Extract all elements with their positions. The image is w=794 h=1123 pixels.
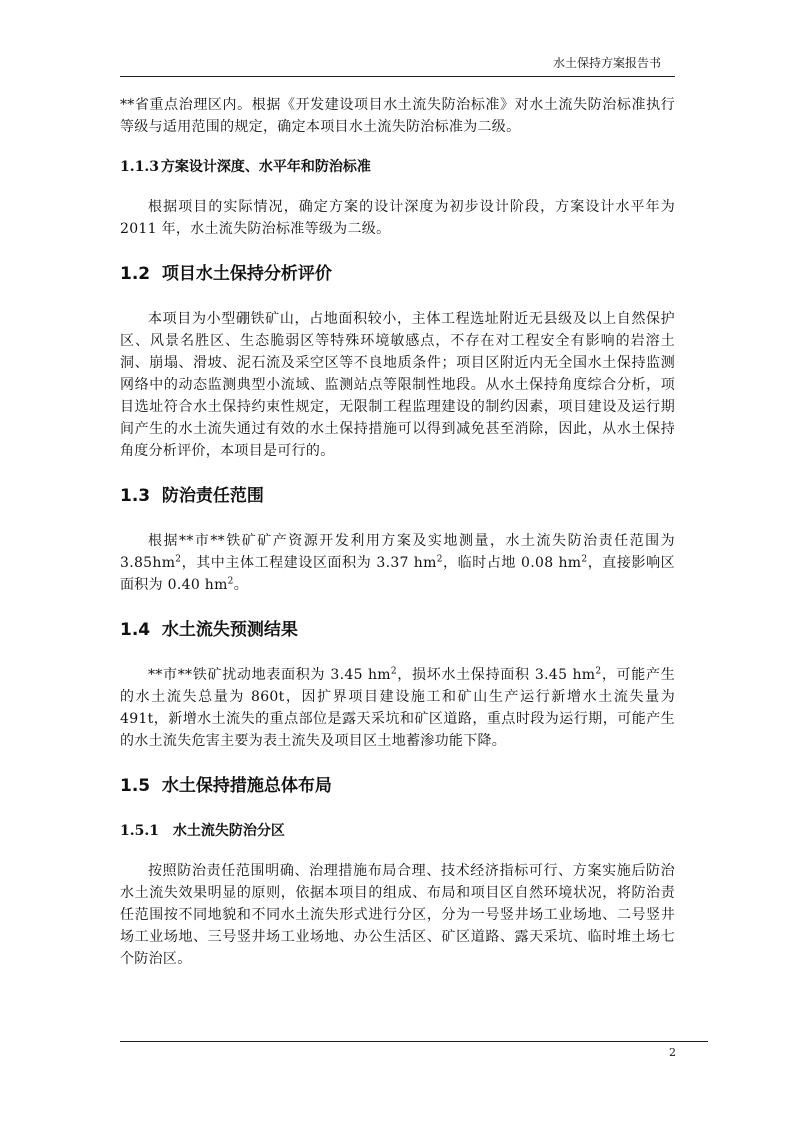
heading-1-3 (120, 484, 675, 508)
heading-1-1-3-title: 方案设计深度、水平年和防治标准 (160, 159, 371, 175)
running-header (120, 56, 675, 77)
heading-1-1-3 (120, 156, 675, 178)
paragraph-analysis: 本项目为小型硼铁矿山，占地面积较小，主体工程选址附近无县级及以上自然保护区、风景名胜区、生态脆弱区等特殊环境敏感点，不存在对工程安全有影响的岩溶土洞、崩塌、滑坡、泥石流及采空区等不良地质条件；项目区附近内无全国水土保持监测网络中的动态监测典型小流域、监测站点等限制性地段。从水土保持角度综合分析，项目选址符合水土保持约束性规定，无限制工程监理建设的制约因素，项目建设及运行期间产生的水土流失通过有效的水土保持措施可以得到减免甚至消除，因此，从水土保持角度分析评价，本项目是可行的。 (120, 311, 675, 459)
paragraph-prediction: **市**铁矿扰动地表面积为 3.45 $hm^2$，损坏水土保持面积 3.45 $hm^2$，可能产生的水土流失总量为 860t，因扩界项目建设施工和矿山生产运行新增水土流失量为 491t，新增水土流失的重点部位是露天采坑和矿区道路，重点时段为运行期，可能产生的水土流失危害主要为表土流失及项目区土地蓄渗功能下降。 (120, 666, 676, 749)
heading-1-4 (120, 618, 675, 642)
heading-1-5-number: 1.5 (120, 776, 151, 796)
header-title: 水土保持方案报告书 (552, 56, 661, 70)
page-content (120, 94, 675, 970)
heading-1-3-title: 防治责任范围 (161, 486, 264, 506)
heading-1-5-1-number: 1.5.1 (120, 823, 159, 839)
heading-1-4-title: 水土流失预测结果 (161, 620, 298, 640)
heading-1-5-title: 水土保持措施总体布局 (161, 776, 332, 796)
page-number: 2 (669, 1046, 676, 1059)
paragraph-intro: **省重点治理区内。根据《开发建设项目水土流失防治标准》对水土流失防治标准执行等级与适用范围的规定，确定本项目水土流失防治标准为二级。 (120, 97, 675, 135)
heading-1-4-number: 1.4 (120, 620, 151, 640)
heading-1-5-1-title: 水土流失防治分区 (172, 823, 285, 839)
heading-1-2-title: 项目水土保持分析评价 (161, 264, 332, 284)
paragraph-zoning: 按照防治责任范围明确、治理措施布局合理、技术经济指标可行、方案实施后防治水土流失效果明显的原则，依据本项目的组成、布局和项目区自然环境状况，将防治责任范围按不同地貌和不同水土流失形式进行分区，分为一号竖井场工业场地、二号竖井场工业场地、三号竖井场工业场地、办公生活区、矿区道路、露天采坑、临时堆土场七个防治区。 (120, 863, 675, 967)
paragraph-design-depth: 根据项目的实际情况，确定方案的设计深度为初步设计阶段，方案设计水平年为 2011 年，水土流失防治标准等级为二级。 (120, 199, 675, 237)
heading-1-2-number: 1.2 (120, 264, 151, 284)
heading-1-5 (120, 774, 675, 798)
heading-1-2 (120, 262, 675, 286)
heading-1-3-number: 1.3 (120, 486, 151, 506)
heading-1-1-3-number: 1.1.3 (120, 159, 159, 175)
paragraph-responsibility-scope: 根据**市**铁矿矿产资源开发利用方案及实地测量，水土流失防治责任范围为 $3.85hm^2$，其中主体工程建设区面积为 3.37 $hm^2$，临时占地 0.08 $hm^2$，直接影响区面积为 0.40 $hm^2$。 (120, 533, 675, 593)
running-footer (120, 1041, 708, 1059)
heading-1-5-1 (120, 820, 675, 842)
